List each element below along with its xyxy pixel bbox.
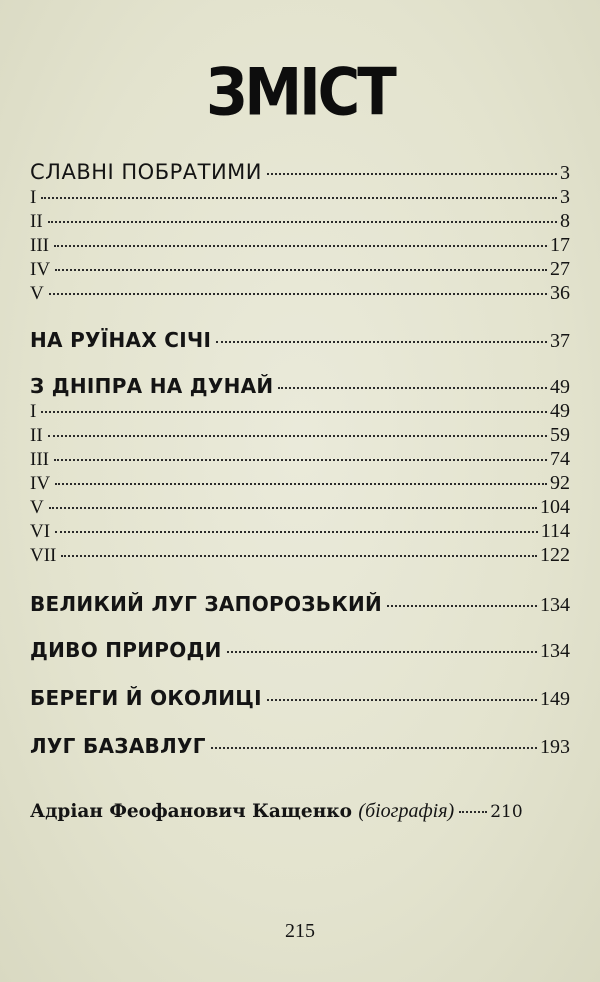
chapter-page: 74 xyxy=(550,448,570,470)
chapter-page: 104 xyxy=(540,496,570,518)
page-number: 215 xyxy=(285,920,315,942)
dot-leader xyxy=(55,269,547,271)
bio-name: Адріан Феофанович Кащенко xyxy=(30,801,352,822)
toc-chapter-entry[interactable] xyxy=(30,282,570,305)
dot-leader xyxy=(48,435,547,437)
page-title: ЗМІСТ xyxy=(206,53,394,131)
toc-entry-part-5[interactable] xyxy=(30,638,570,663)
toc-entry-title: СЛАВНІ ПОБРАТИМИ xyxy=(30,160,263,184)
toc-entry-title: ЛУГ БАЗАВЛУГ xyxy=(30,734,206,758)
dot-leader xyxy=(49,293,547,295)
chapter-label: IV xyxy=(30,259,51,280)
chapter-label: V xyxy=(30,497,44,518)
chapter-page: 8 xyxy=(560,210,570,232)
chapter-page: 122 xyxy=(540,544,570,566)
chapter-page: 92 xyxy=(550,472,570,494)
chapter-label: I xyxy=(30,401,37,422)
chapter-page: 49 xyxy=(550,400,570,422)
toc-entry-page: 134 xyxy=(540,594,570,616)
toc-entry-title: ВЕЛИКИЙ ЛУГ ЗАПОРОЗЬКИЙ xyxy=(30,592,383,616)
chapter-label: III xyxy=(30,449,49,470)
toc-entry-part-6[interactable] xyxy=(30,686,570,711)
bio-note: (біографія) xyxy=(358,800,455,822)
toc-entry-part-1[interactable] xyxy=(30,160,570,185)
dot-leader xyxy=(267,173,557,175)
toc-entry-part-4[interactable] xyxy=(30,592,570,617)
toc-entry-page: 3 xyxy=(560,162,570,184)
toc-chapter-entry[interactable] xyxy=(30,544,570,567)
toc-entry-page: 134 xyxy=(540,640,570,662)
toc-entry-title: З ДНІПРА НА ДУНАЙ xyxy=(30,374,274,398)
toc-chapter-entry[interactable] xyxy=(30,472,570,495)
chapter-page: 36 xyxy=(550,282,570,304)
dot-leader xyxy=(49,507,537,509)
chapter-page: 27 xyxy=(550,258,570,280)
dot-leader xyxy=(211,747,537,749)
chapter-label: VI xyxy=(30,521,51,542)
toc-entry-title: ДИВО ПРИРОДИ xyxy=(30,638,222,662)
toc-entry-title: БЕРЕГИ Й ОКОЛИЦІ xyxy=(30,686,262,710)
dot-leader xyxy=(55,483,547,485)
toc-entry-page: 193 xyxy=(540,736,570,758)
toc-entry-part-3[interactable] xyxy=(30,374,570,399)
chapter-label: IV xyxy=(30,473,51,494)
toc-entry-title: НА РУЇНАХ СІЧІ xyxy=(30,328,212,352)
chapter-label: II xyxy=(30,211,43,232)
dot-leader xyxy=(61,555,537,557)
toc-chapter-entry[interactable] xyxy=(30,520,570,543)
toc-chapter-entry[interactable] xyxy=(30,496,570,519)
toc-entry-page: 37 xyxy=(550,330,570,352)
chapter-label: VII xyxy=(30,545,57,566)
toc-entry-part-2[interactable] xyxy=(30,328,570,353)
toc-chapter-entry[interactable] xyxy=(30,424,570,447)
chapter-page: 3 xyxy=(560,186,570,208)
dot-leader xyxy=(54,245,547,247)
toc-entry-page: 210 xyxy=(490,802,523,822)
dot-leader xyxy=(278,387,547,389)
chapter-label: II xyxy=(30,425,43,446)
dot-leader xyxy=(48,221,557,223)
dot-leader xyxy=(459,811,487,813)
chapter-page: 59 xyxy=(550,424,570,446)
dot-leader xyxy=(216,341,547,343)
dot-leader xyxy=(267,699,537,701)
chapter-page: 114 xyxy=(540,520,570,542)
toc-chapter-entry[interactable] xyxy=(30,210,570,233)
dot-leader xyxy=(41,197,557,199)
dot-leader xyxy=(41,411,547,413)
toc-chapter-entry[interactable] xyxy=(30,448,570,471)
dot-leader xyxy=(387,605,537,607)
toc-chapter-entry[interactable] xyxy=(30,400,570,423)
chapter-label: V xyxy=(30,283,44,304)
toc-entry-biography[interactable] xyxy=(30,800,570,823)
toc-chapter-entry[interactable] xyxy=(30,186,570,209)
toc-chapter-entry[interactable] xyxy=(30,258,570,281)
dot-leader xyxy=(54,459,547,461)
chapter-label: I xyxy=(30,187,37,208)
chapter-label: III xyxy=(30,235,49,256)
dot-leader xyxy=(55,531,538,533)
toc-entry-page: 49 xyxy=(550,376,570,398)
dot-leader xyxy=(227,651,537,653)
toc-entry-page: 149 xyxy=(540,688,570,710)
toc-entry-title xyxy=(30,800,454,823)
toc-entry-part-7[interactable] xyxy=(30,734,570,759)
toc-chapter-entry[interactable] xyxy=(30,234,570,257)
chapter-page: 17 xyxy=(550,234,570,256)
